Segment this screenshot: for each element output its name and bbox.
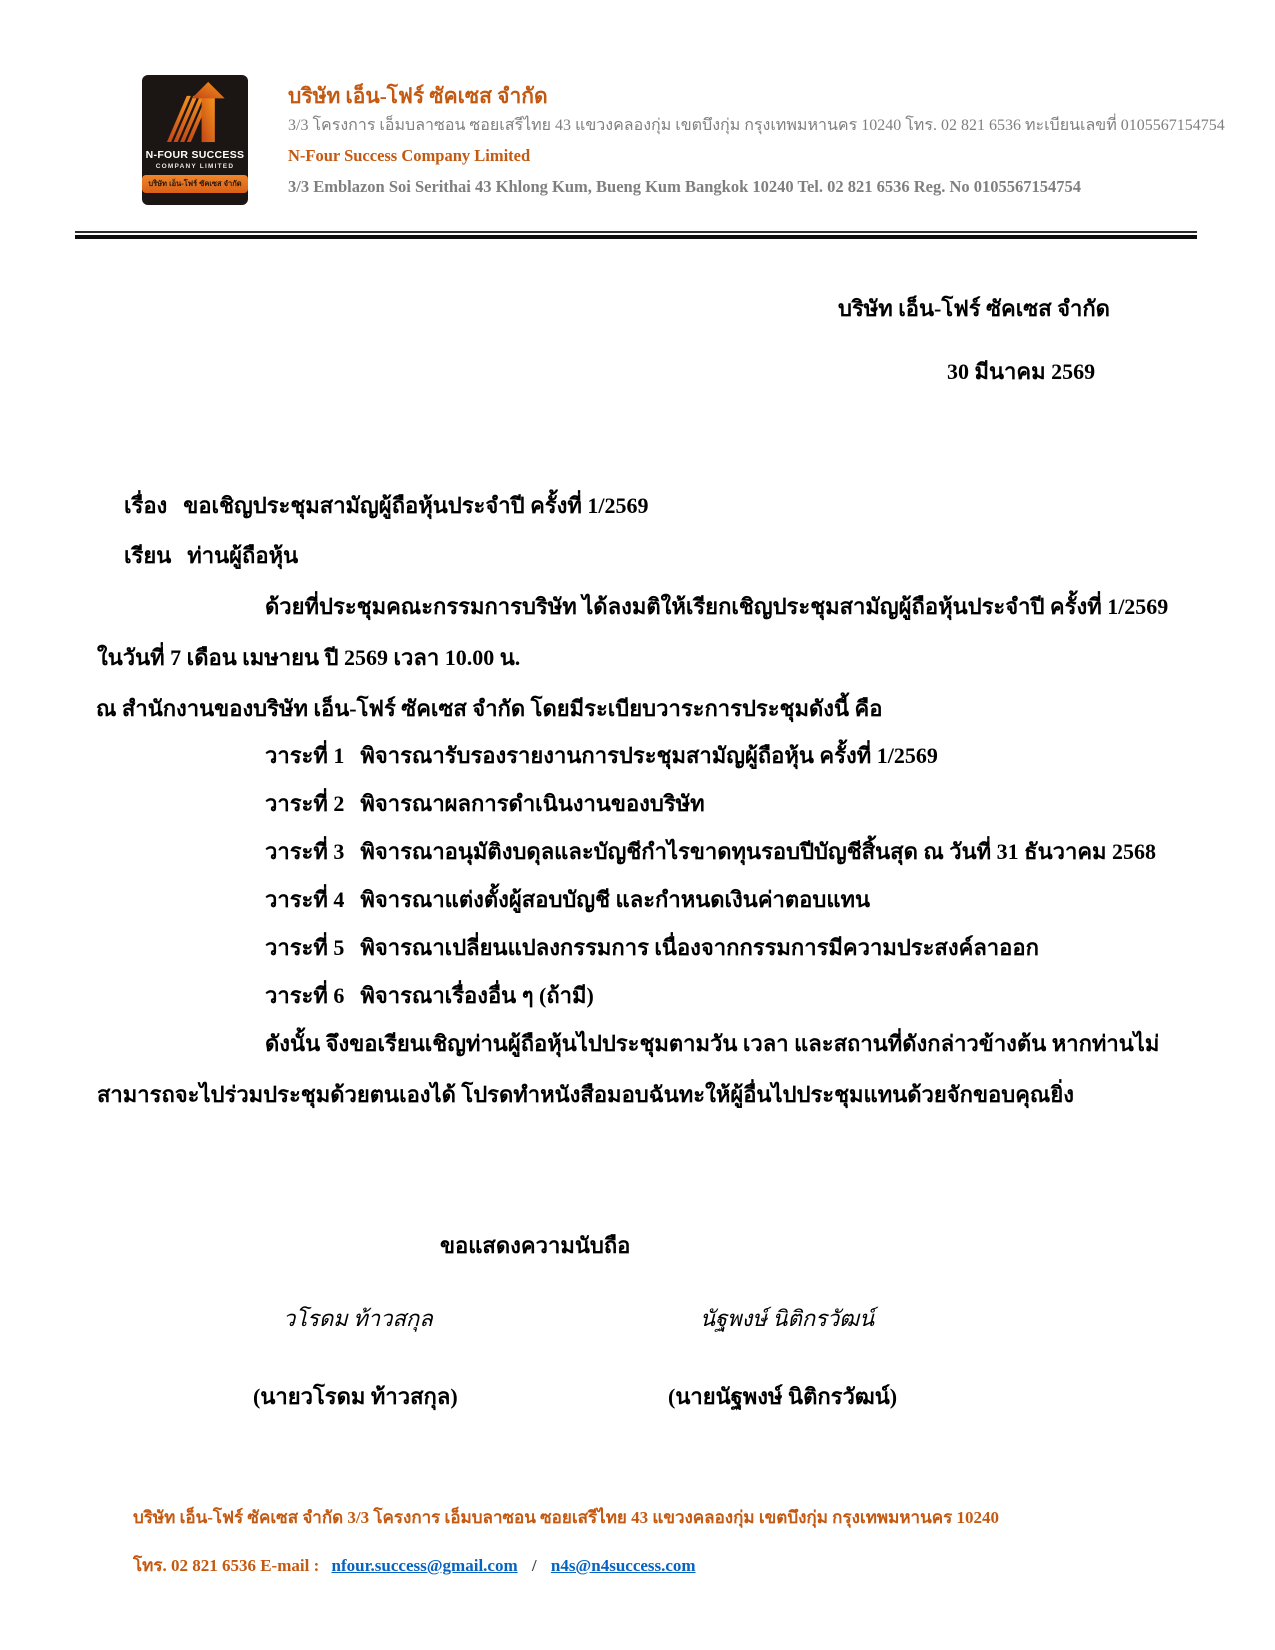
agenda-item (265, 788, 705, 820)
letter-date: 30 มีนาคม 2569 (947, 359, 1096, 384)
agenda-number: วาระที่ 5 (265, 935, 345, 960)
letter-company-line: บริษัท เอ็น-โฟร์ ซัคเซส จำกัด (838, 296, 1110, 321)
n-arrow-logo-icon (153, 81, 237, 147)
logo-subtitle: COMPANY LIMITED (155, 163, 235, 170)
header-address-th: 3/3 โครงการ เอ็มบลาซอน ซอยเสรีไทย 43 แขวงคลองกุ่ม เขตบึงกุ่ม กรุงเทพมหานคร 10240 โทร. 02 821 6536 ทะเบียนเลขที่ 0105567154754 (288, 117, 1225, 134)
header-address-en: 3/3 Emblazon Soi Serithai 43 Khlong Kum, Bueng Kum Bangkok 10240 Tel. 02 821 6536 Reg. No 0105567154754 (288, 177, 1082, 196)
agenda-item (265, 836, 1156, 868)
signature-script: วโรดม ท้าวสกุล (283, 1306, 433, 1331)
footer-phone-email-label: โทร. 02 821 6536 E-mail : (133, 1556, 320, 1575)
closing-paragraph-line-1: ดังนั้น จึงขอเรียนเชิญท่านผู้ถือหุ้นไปประชุมตามวัน เวลา และสถานที่ดังกล่าวข้างต้น หากท่านไม่ (265, 1031, 1160, 1056)
agenda-number: วาระที่ 6 (265, 983, 345, 1008)
body-paragraph-1: ด้วยที่ประชุมคณะกรรมการบริษัท ได้ลงมติให้เรียกเชิญประชุมสามัญผู้ถือหุ้นประจำปี ครั้งที่ 1/2569 (265, 594, 1169, 619)
agenda-text: พิจารณาผลการดำเนินงานของบริษัท (360, 791, 705, 816)
attention-line (124, 540, 298, 572)
body-paragraph-2: ในวันที่ 7 เดือน เมษายน ปี 2569 เวลา 10.00 น. (97, 645, 521, 670)
agenda-text: พิจารณาอนุมัติงบดุลและบัญชีกำไรขาดทุนรอบปีบัญชีสิ้นสุด ณ วันที่ 31 ธันวาคม 2568 (360, 839, 1157, 864)
agenda-number: วาระที่ 2 (265, 791, 345, 816)
attention-text: ท่านผู้ถือหุ้น (187, 543, 299, 568)
header-divider-line (75, 231, 1197, 239)
footer-contact-line (133, 1552, 696, 1579)
closing-paragraph-line-2: สามารถจะไปร่วมประชุมด้วยตนเองได้ โปรดทำหนังสือมอบฉันทะให้ผู้อื่นไปประชุมแทนด้วยจักขอบคุณยิ่ง (97, 1082, 1074, 1107)
agenda-item (265, 932, 1039, 964)
agenda-number: วาระที่ 4 (265, 887, 345, 912)
email-separator: / (531, 1556, 537, 1575)
logo-thai-badge: บริษัท เอ็น-โฟร์ ซัคเซส จำกัด (142, 175, 247, 193)
signature-printed-name: (นายนัฐพงษ์ นิติกรวัฒน์) (668, 1384, 898, 1409)
header-company-name-th: บริษัท เอ็น-โฟร์ ซัคเซส จำกัด (288, 84, 548, 108)
agenda-number: วาระที่ 3 (265, 839, 345, 864)
agenda-text: พิจารณาเรื่องอื่น ๆ (ถ้ามี) (360, 983, 594, 1008)
email-link-n4success[interactable]: n4s@n4success.com (550, 1556, 696, 1575)
agenda-item (265, 740, 938, 772)
agenda-number: วาระที่ 1 (265, 743, 345, 768)
header-company-name-en: N-Four Success Company Limited (288, 146, 531, 165)
body-paragraph-3: ณ สำนักงานของบริษัท เอ็น-โฟร์ ซัคเซส จำกัด โดยมีระเบียบวาระการประชุมดังนี้ คือ (96, 696, 883, 721)
agenda-item (265, 884, 870, 916)
agenda-item (265, 980, 594, 1012)
respectfully-line: ขอแสดงความนับถือ (440, 1233, 631, 1258)
subject-text: ขอเชิญประชุมสามัญผู้ถือหุ้นประจำปี ครั้งที่ 1/2569 (183, 493, 649, 518)
email-link-gmail[interactable]: nfour.success@gmail.com (331, 1556, 518, 1575)
signature-script: นัฐพงษ์ นิติกรวัฒน์ (700, 1306, 875, 1331)
agenda-text: พิจารณารับรองรายงานการประชุมสามัญผู้ถือหุ้น ครั้งที่ 1/2569 (360, 743, 938, 768)
agenda-text: พิจารณาเปลี่ยนแปลงกรรมการ เนื่องจากกรรมการมีความประสงค์ลาออก (360, 935, 1039, 960)
agenda-text: พิจารณาแต่งตั้งผู้สอบบัญชี และกำหนดเงินค่าตอบแทน (360, 887, 871, 912)
footer-address-line: บริษัท เอ็น-โฟร์ ซัคเซส จำกัด 3/3 โครงการ เอ็มบลาซอน ซอยเสรีไทย 43 แขวงคลองกุ่ม เขตบึงกุ่ม กรุงเทพมหานคร 10240 (133, 1508, 999, 1527)
company-logo (142, 75, 248, 205)
signature-printed-name: (นายวโรดม ท้าวสกุล) (253, 1384, 458, 1409)
attention-label: เรียน (124, 543, 172, 568)
logo-title: N-FOUR SUCCESS (145, 149, 245, 161)
subject-line (124, 490, 648, 522)
subject-label: เรื่อง (124, 493, 168, 518)
